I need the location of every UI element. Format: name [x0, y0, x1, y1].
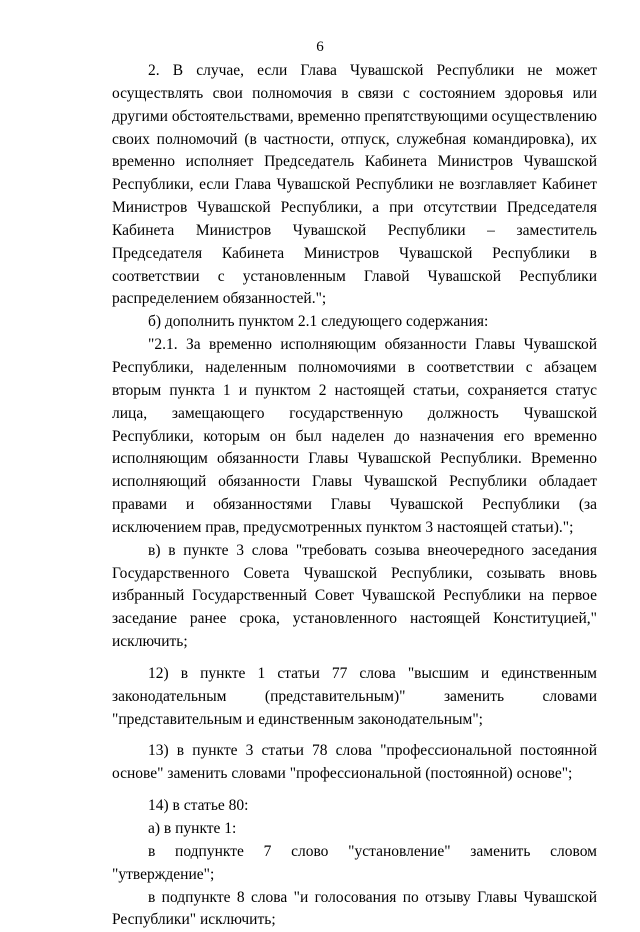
paragraph-clause-2: 2. В случае, если Глава Чувашской Республики не может осуществлять свои полномочия в связи с состоянием здоровья или другими обстоятельствами, временно препятствующими осуществлению своих полномочий (в частности, отпуск, служебная командировка), их временно исполняет Председатель Кабинета Министров Чувашской Республики, если Глава Чувашской Республики не возглавляет Кабинет Министров Чувашской Республики, а при отсутствии Председателя Кабинета Министров Чувашской Республики – заместитель Председателя Кабинета Министров Чувашской Республики в соответствии с установленным Главой Чувашской Республики распределением обязанностей.";	[112, 62, 597, 308]
paragraph-item-14: 14) в статье 80:	[148, 797, 249, 815]
paragraph-amend-b: б) дополнить пунктом 2.1 следующего содержания:	[148, 313, 489, 331]
paragraph-subitem-8: в подпункте 8 слова "и голосования по отзыву Главы Чувашской Республики" исключить;	[112, 888, 597, 929]
paragraph-item-12: 12) в пункте 1 статьи 77 слова "высшим и единственным законодательным (представительным)" заменить словами "представительным и единственным законодательным";	[112, 664, 597, 728]
paragraph-amend-v: в) в пункте 3 слова "требовать созыва внеочередного заседания Государственного Совета Чувашской Республики, созывать вновь избранный Государственный Совет Чувашской Республики на первое заседание ранее срока, установленного настоящей Конституцией," исключить;	[112, 541, 597, 651]
paragraph-amend-a: а) в пункте 1:	[148, 820, 237, 837]
paragraph-item-13: 13) в пункте 3 статьи 78 слова "профессиональной постоянной основе" заменить словами "профессиональной (постоянной) основе";	[112, 742, 597, 783]
page-number: 6	[316, 39, 324, 55]
document-body	[112, 60, 597, 932]
paragraph-clause-2-1: "2.1. За временно исполняющим обязанности Главы Чувашской Республики, наделенным полномочиями в соответствии с абзацем вторым пункта 1 и пунктом 2 настоящей статьи, сохраняется статус лица, замещающего государственную должность Чувашской Республики, которым он был наделен до назначения его временно исполняющим обязанности Главы Чувашской Республики. Временно исполняющий обязанности Главы Чувашской Республики обладает правами и обязанностями Главы Чувашской Республики (за исключением прав, предусмотренных пунктом 3 настоящей статьи).";	[112, 336, 597, 536]
paragraph-subitem-7: в подпункте 7 слово "установление" заменить словом "утверждение";	[112, 842, 597, 883]
